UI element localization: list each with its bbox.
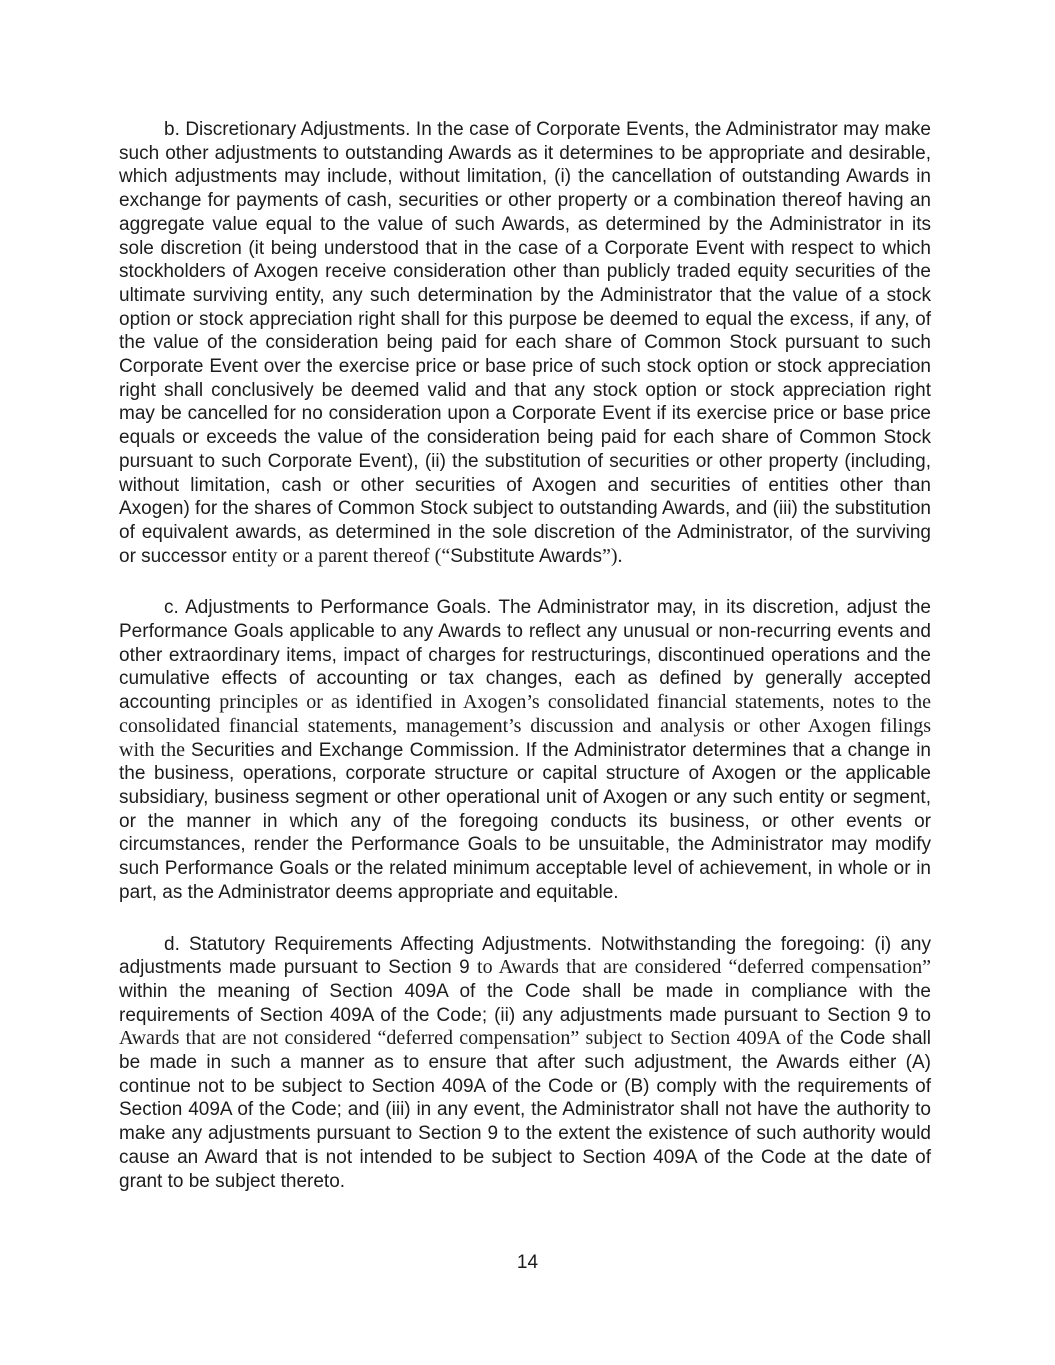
page-footer xyxy=(0,1251,1055,1275)
document-body xyxy=(119,118,931,1221)
text-segment: Awards that are not considered “deferred compensation” subject to Section 409A of the xyxy=(119,1027,840,1050)
text-segment: Code shall be made in such a manner as to ensure that after such adjustment, the Awards either (A) continue not to be subject to Section 409A of the Code or (B) comply with the requirements of Section 409A of the Code; and (iii) in any event, the Administrator shall not have the authority to make any adjustments pursuant to Section 9 to the extent the existence of such authority would cause an Award that is not intended to be subject to Section 409A of the Code at the date of grant to be subject thereto. xyxy=(119,1028,931,1192)
paragraph-c-adjustments-to-performance-goals xyxy=(119,596,931,904)
text-segment: entity or a parent thereof (“ xyxy=(231,544,451,567)
paragraph-b-discretionary-adjustments xyxy=(119,118,931,568)
text-segment: principles or as identified in Axogen’s consolidated financial statements, notes to the consolidated financial statements, management’s discussion and analysis or other Axogen filings with the xyxy=(119,691,931,761)
text-segment: Securities and Exchange Commission. If the Administrator determines that a change in the business, operations, corporate structure or capital structure of Axogen or the applicable subsidiary, business segment or other operational unit of Axogen or any such entity or segment, or the manner in which any of the foregoing conducts its business, or other events or circumstances, render the Performance Goals to be unsuitable, the Administrator may modify such Performance Goals or the related minimum acceptable level of achievement, in whole or in part, as the Administrator deems appropriate and equitable. xyxy=(119,739,931,903)
text-segment: c. Adjustments to Performance Goals. The Administrator may, in its discretion, adjust the Performance Goals applicable to any Awards to reflect any unusual or non-recurring events and other extraordinary items, impact of charges for restructurings, discontinued operations and the cumulative effects of accounting or tax changes, each as defined by generally accepted accounting xyxy=(119,597,931,714)
text-segment: Substitute Awards xyxy=(450,545,602,567)
page-number: 14 xyxy=(516,1252,539,1273)
paragraph-d-statutory-requirements xyxy=(119,933,931,1194)
text-segment: within the meaning of Section 409A of the Code shall be made in compliance with the requirements of Section 409A of the Code; (ii) any adjustments made pursuant to Section 9 to xyxy=(119,980,931,1026)
text-segment: b. Discretionary Adjustments. In the case of Corporate Events, the Administrator may make such other adjustments to outstanding Awards as it determines to be appropriate and desirable, which adjustments may include, without limitation, (i) the cancellation of outstanding Awards in exchange for payments of cash, securities or other property or a combination thereof having an aggregate value equal to the value of such Awards, as determined by the Administrator in its sole discretion (it being understood that in the case of a Corporate Event with respect to which stockholders of Axogen receive consideration other than publicly traded equity securities of the ultimate surviving entity, any such determination by the Administrator that the value of a stock option or stock appreciation right shall for this purpose be deemed to equal the excess, if any, of the value of the consideration being paid for each share of Common Stock pursuant to such Corporate Event over the exercise price or base price of such stock option or stock appreciation right shall conclusively be deemed valid and that any stock option or stock appreciation right may be cancelled for no consideration upon a Corporate Event if its exercise price or base price equals or exceeds the value of the consideration being paid for each share of Common Stock pursuant to such Corporate Event), (ii) the substitution of securities or other property (including, without limitation, cash or other securities of Axogen and securities of entities other than Axogen) for the shares of Common Stock subject to outstanding Awards, and (iii) the substitution of equivalent awards, as determined in the sole discretion of the Administrator, of the surviving or successor xyxy=(119,119,931,567)
text-segment: d. Statutory Requirements Affecting Adjustments. Notwithstanding the foregoing: (i) any adjustments made pursuant to Section 9 xyxy=(119,933,931,979)
text-segment: to Awards that are considered “deferred compensation” xyxy=(477,956,931,979)
text-segment: ”). xyxy=(601,544,623,567)
